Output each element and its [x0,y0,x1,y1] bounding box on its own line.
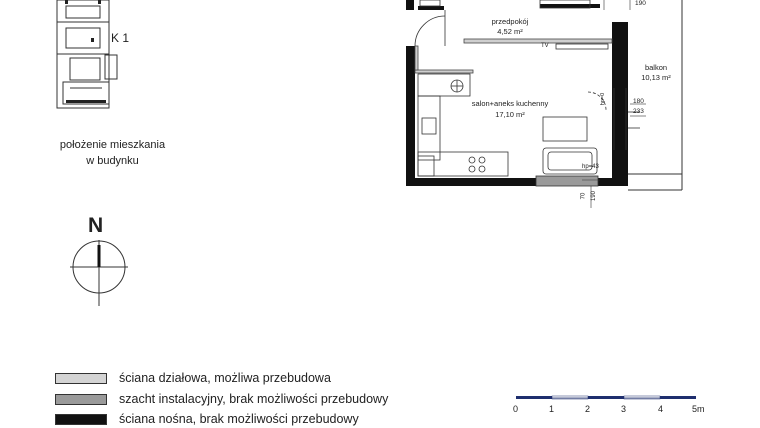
tv-label: TV [541,43,549,49]
dim-70: 70 [580,192,587,200]
scale-tick-0: 0 [513,404,519,414]
room-living-name: salon+aneks kuchenny [471,99,549,108]
scale-tick-2: 2 [585,404,591,414]
dim-hp0: hp=0 [600,92,607,106]
legend-label-partition: ściana działowa, możliwa przebudowa [119,371,331,385]
scale-tick-3: 3 [621,404,627,414]
legend-label-load-bearing: ściana nośna, brak możliwości przebudowy [119,412,359,426]
dim-180: 180 [633,98,644,105]
scale-tick-5: 5m [692,404,705,414]
room-balcony-name: balkon [644,63,668,72]
room-hall-name: przedpokój [491,17,529,26]
building-key-label: K 1 [111,31,130,45]
room-living-area: 17,10 m² [495,110,525,119]
legend-label-shaft: szacht instalacyjny, brak możliwości przebudowy [119,392,389,406]
dim-190-top: 190 [635,0,646,7]
caption-line-2: w budynku [86,155,139,167]
dim-hp43: hp=43 [582,164,599,170]
dim-190-bottom: 190 [591,190,598,202]
north-label: N [88,214,104,237]
scale-tick-4: 4 [658,404,664,414]
dim-233: 233 [633,108,644,115]
caption-line-1: położenie mieszkania [59,139,166,151]
room-balcony-area: 10,13 m² [641,73,671,82]
room-hall-area: 4,52 m² [497,27,523,36]
scale-tick-1: 1 [549,404,555,414]
